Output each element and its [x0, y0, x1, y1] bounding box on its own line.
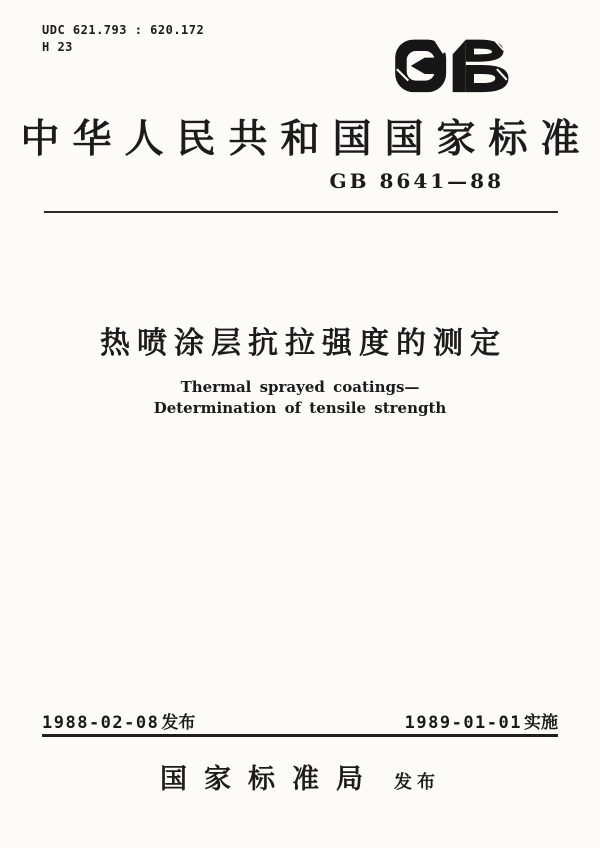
implementation-date-label: 实施 — [524, 713, 558, 733]
standard-number: GB 8641—88 — [329, 169, 504, 193]
gb-logo-icon — [392, 33, 510, 97]
national-standard-heading: 中华人民共和国国家标准 — [20, 116, 593, 162]
issue-date-label: 发布 — [161, 713, 196, 733]
udc-code: UDC 621.793 : 620.172 — [42, 23, 205, 37]
publisher-action-label: 发布 — [394, 772, 440, 793]
publisher-name: 国家标准局 — [160, 764, 380, 795]
footer-dates-row — [42, 708, 558, 733]
top-horizontal-rule — [44, 211, 558, 213]
udc-classification-block — [42, 22, 204, 56]
issue-date: 1988-02-08 — [42, 713, 160, 733]
standard-title-en — [0, 377, 600, 419]
implementation-date-group — [405, 708, 558, 733]
gb-logo — [392, 33, 510, 97]
standard-title-cn: 热喷涂层抗拉强度的测定 — [100, 326, 507, 361]
bottom-horizontal-rule — [42, 734, 558, 737]
implementation-date: 1989-01-01 — [404, 713, 522, 733]
publisher-row — [0, 757, 600, 796]
issue-date-group — [42, 708, 195, 733]
standard-title-en-line2: Determination of tensile strength — [153, 399, 447, 417]
classification-code: H 23 — [42, 40, 73, 54]
standard-title-en-line1: Thermal sprayed coatings— — [180, 378, 420, 396]
